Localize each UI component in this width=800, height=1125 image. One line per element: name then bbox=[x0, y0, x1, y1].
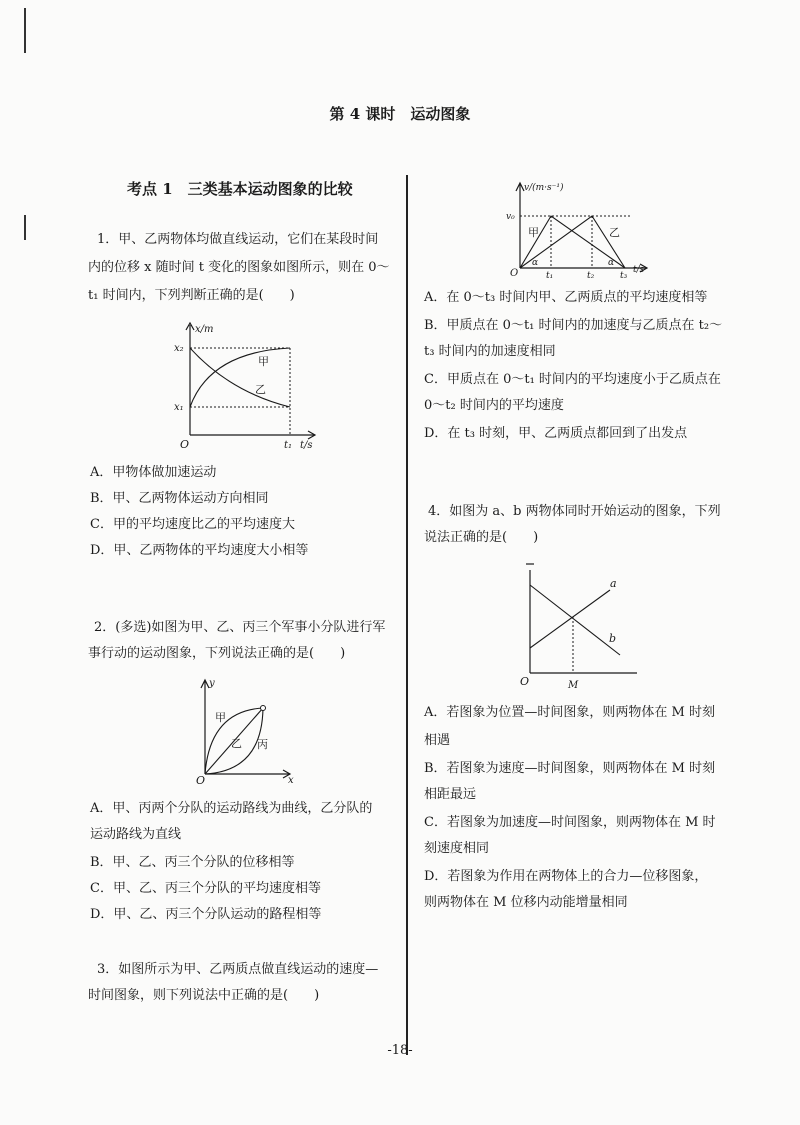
q1-option-c: C．甲的平均速度比乙的平均速度大 bbox=[90, 517, 295, 532]
q3-stem-line: 3．如图所示为甲、乙两质点做直线运动的速度— bbox=[97, 962, 379, 977]
q4-option-a-cont: 相遇 bbox=[424, 733, 451, 748]
q2-route-label-c: 丙 bbox=[257, 738, 268, 751]
q4-option-b-cont: 相距最远 bbox=[424, 787, 477, 802]
q4-option-c-cont: 刻速度相同 bbox=[424, 841, 490, 856]
q4-option-d: D．若图象为作用在两物体上的合力—位移图象， bbox=[424, 869, 708, 884]
q3-v0-tick: v₀ bbox=[506, 212, 515, 222]
margin-mark-top bbox=[24, 8, 26, 53]
q3-angle-label-right: α bbox=[608, 258, 615, 268]
q3-option-b-cont: t₃ 时间内的加速度相同 bbox=[424, 344, 556, 359]
q2-route-graph bbox=[190, 676, 300, 786]
q3-vt-graph bbox=[505, 180, 670, 280]
q1-origin: O bbox=[180, 438, 190, 451]
q3-y-axis-label: v/(m·s⁻¹) bbox=[524, 183, 564, 193]
q1-option-d: D．甲、乙两物体的平均速度大小相等 bbox=[90, 543, 309, 558]
q4-m-tick: M bbox=[568, 680, 579, 691]
q2-y-axis-label: y bbox=[209, 678, 215, 689]
page-title: 第 4 课时 运动图象 bbox=[329, 105, 471, 123]
q2-option-c: C．甲、乙、丙三个分队的平均速度相等 bbox=[90, 881, 321, 896]
page-number: -18- bbox=[387, 1043, 413, 1058]
q3-angle-label-left: α bbox=[532, 258, 539, 268]
q1-option-b: B．甲、乙两物体运动方向相同 bbox=[90, 491, 269, 506]
q3-t1-tick: t₁ bbox=[546, 271, 554, 281]
q4-line-label-a: a bbox=[610, 577, 617, 590]
q1-xt-graph bbox=[170, 320, 330, 450]
q2-stem-line: 事行动的运动图象，下列说法正确的是( ) bbox=[88, 646, 346, 661]
q1-x2-tick: x₂ bbox=[174, 343, 184, 354]
q3-x-axis-label: t/s bbox=[633, 265, 645, 275]
q2-route-label-b: 乙 bbox=[231, 737, 242, 750]
q2-option-b: B．甲、乙、丙三个分队的位移相等 bbox=[90, 855, 295, 870]
q4-line-label-b: b bbox=[609, 632, 617, 645]
q4-option-c: C．若图象为加速度—时间图象，则两物体在 M 时 bbox=[424, 815, 716, 830]
q1-x-axis-label: t/s bbox=[300, 440, 313, 451]
q3-option-a: A．在 0～t₃ 时间内甲、乙两质点的平均速度相等 bbox=[424, 290, 708, 305]
q1-stem-line: t₁ 时间内，下列判断正确的是( ) bbox=[88, 288, 295, 303]
margin-mark-mid bbox=[24, 215, 26, 240]
q1-x1-tick: x₁ bbox=[174, 402, 184, 413]
q2-route-label-a: 甲 bbox=[215, 711, 226, 724]
q4-option-b: B．若图象为速度—时间图象，则两物体在 M 时刻 bbox=[424, 761, 716, 776]
q2-x-axis-label: x bbox=[288, 775, 294, 786]
q1-y-axis-label: x/m bbox=[195, 324, 214, 335]
q4-stem-line: 说法正确的是( ) bbox=[424, 530, 539, 545]
q2-option-a-cont: 运动路线为直线 bbox=[90, 827, 182, 842]
q2-origin: O bbox=[196, 774, 206, 787]
q3-option-d: D．在 t₃ 时刻，甲、乙两质点都回到了出发点 bbox=[424, 426, 688, 441]
q3-option-c: C．甲质点在 0～t₁ 时间内的平均速度小于乙质点在 bbox=[424, 372, 721, 387]
q4-option-d-cont: 则两物体在 M 位移内动能增量相同 bbox=[424, 895, 628, 910]
q1-t1-tick: t₁ bbox=[284, 440, 293, 451]
q3-origin: O bbox=[510, 268, 519, 279]
q2-option-a: A．甲、丙两个分队的运动路线为曲线，乙分队的 bbox=[90, 801, 373, 816]
q3-option-c-cont: 0～t₂ 时间内的平均速度 bbox=[424, 398, 564, 413]
q4-ab-graph bbox=[512, 560, 652, 695]
section-heading: 考点 1 三类基本运动图象的比较 bbox=[127, 180, 353, 198]
q3-line-label-a: 甲 bbox=[528, 226, 539, 239]
q2-stem-line: 2．(多选)如图为甲、乙、丙三个军事小分队进行军 bbox=[94, 620, 386, 635]
q1-option-a: A．甲物体做加速运动 bbox=[90, 465, 217, 480]
q4-stem-line: 4．如图为 a、b 两物体同时开始运动的图象，下列 bbox=[428, 504, 721, 519]
q1-curve-label-a: 甲 bbox=[258, 355, 269, 368]
q3-t3-tick: t₃ bbox=[620, 271, 628, 281]
q3-option-b: B．甲质点在 0～t₁ 时间内的加速度与乙质点在 t₂～ bbox=[424, 318, 723, 333]
q1-stem-line: 内的位移 x 随时间 t 变化的图象如图所示，则在 0～ bbox=[88, 260, 390, 275]
column-divider bbox=[406, 175, 408, 1055]
q1-stem-line: 1．甲、乙两物体均做直线运动，它们在某段时间 bbox=[97, 232, 379, 247]
q1-curve-label-b: 乙 bbox=[255, 383, 266, 396]
q3-line-label-b: 乙 bbox=[609, 226, 620, 239]
q2-option-d: D．甲、乙、丙三个分队运动的路程相等 bbox=[90, 907, 322, 922]
q4-origin: O bbox=[520, 675, 530, 688]
q3-stem-line: 时间图象，则下列说法中正确的是( ) bbox=[88, 988, 320, 1003]
q4-option-a: A．若图象为位置—时间图象，则两物体在 M 时刻 bbox=[424, 705, 715, 720]
q3-t2-tick: t₂ bbox=[587, 271, 595, 281]
